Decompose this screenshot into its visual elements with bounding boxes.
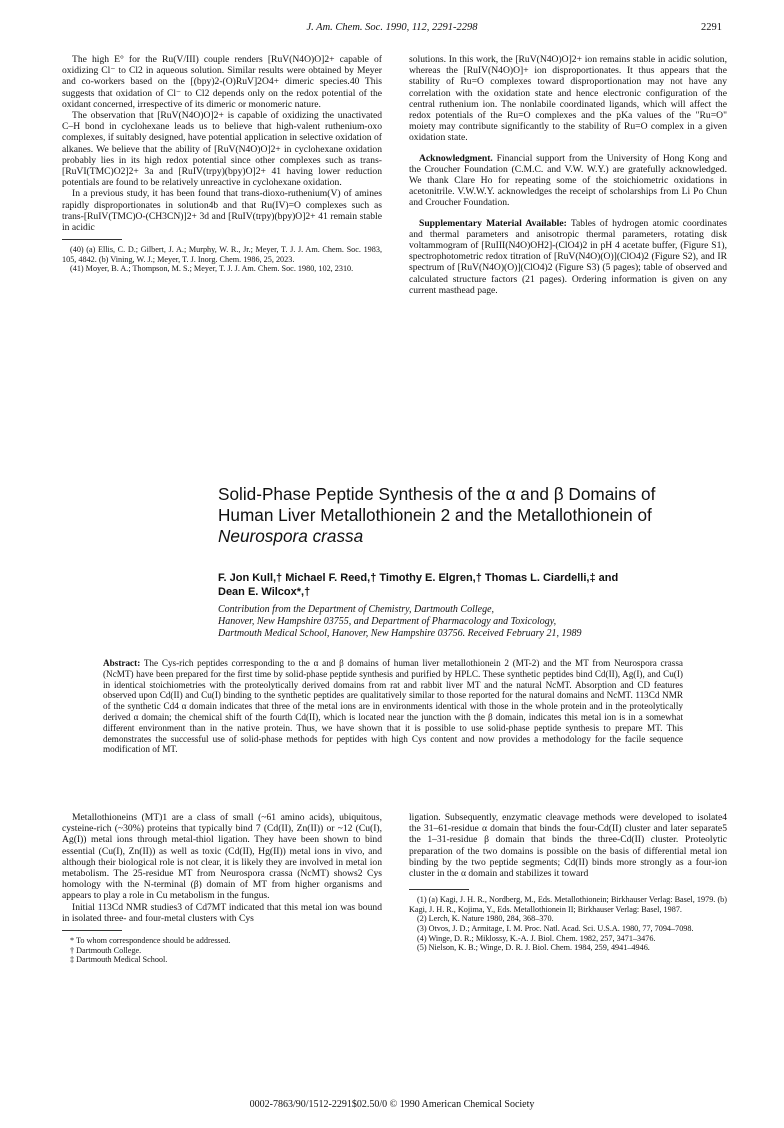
body-paragraph: ligation. Subsequently, enzymatic cleavage methods were developed to isolate4 the 31–61-residue α domain that binds the four-Cd(II) cluster and later separate5 the 1–31-residue β domain that binds the three-Cd(II) cluster. Proteolytic preparation of the two domains is possible on the basis of differential metal ion binding by the two peptide segments; Cd(II) binds more strongly as a four-ion cluster in the α domain and stabilizes it toward	[409, 812, 727, 880]
abstract-text: The Cys-rich peptides corresponding to the α and β domains of human liver metallothionein 2 (MT-2) and the MT from Neurospora crassa (NcMT) have been prepared for the first time by solid-phase peptide synthesis and purified by HPLC. These synthetic peptides bind Cd(II), Ag(I), and Cu(I) in identical stoichiometries with the proteolytically derived domains from rat and rabbit liver MT and the natural NcMT. Absorption and CD features observed upon Cd(II) and Cu(I) binding to the synthetic peptides are qualitatively similar to those reported for the natural domains and NcMT. 113Cd NMR of the synthetic Cd4 α domain indicates that three of the metal ions are in environments identical with those in the whole protein and in the proteolytically derived α domain; the chemical shift of the fourth Cd(II), which is located near the junction with the β domain, indicates this metal ion is in a somewhat different environment than in the native protein. Thus, we have shown that it is possible to use solid-phase peptide synthesis to prepare MT. This demonstrates the successful use of solid-phase methods for peptides with high Cys content and now provides a methodology for the facile sequence modification of MT.	[103, 658, 683, 755]
footnotes	[62, 936, 382, 965]
footnote: (2) Lerch, K. Nature 1980, 284, 368–370.	[417, 914, 554, 924]
footnote: (1) (a) Kagi, J. H. R., Nordberg, M., Eds. Metallothionein; Birkhauser Verlag: Basel, 1979. (b) Kagi, J. H. R., Kojima, Y., Eds. Metallothionein II; Birkhauser Verlag: Basel, 1987.	[409, 895, 727, 914]
title-line: Neurospora crassa	[218, 526, 364, 546]
running-header	[62, 22, 722, 38]
body-paragraph: Metallothioneins (MT)1 are a class of small (~61 amino acids), ubiquitous, cysteine-rich (~30%) proteins that typically bind 7 (Cd(II), Zn(II)) or ~12 (Cu(I), Ag(I)) metal ions through metal-thiol ligation. They have been shown to bind essential (Cu(I), Zn(II)) as well as toxic (Cd(II), Hg(II)) metal ions in vivo, and although their biological role is not clear, it is likely they are involved in metal ion metabolism. The 25-residue MT from Neurospora crassa (NcMT) shows2 Cys homology with the N-terminal (β) domain of MT from higher organisms and appears to play a role in Cu metabolism in the fungus.	[62, 812, 382, 902]
supplementary-text: Tables of hydrogen atomic coordinates and thermal parameters and anisotropic thermal parameters, rotating disk voltammogram of [RuIII(N4O)OH2]-(ClO4)2 in pH 4 acetate buffer, (Figure S1), spectrophotometric redox titration of [RuV(N4O)(O)](ClO4)2 (Figure S2), and IR spectrum of [RuV(N4O)(O)](ClO4)2 (Figure S3) (5 pages); table of observed and calculated structure factors (21 pages). Ordering information is given on any current masthead page.	[409, 217, 727, 296]
body-paragraph: Initial 113Cd NMR studies3 of Cd7MT indicated that this metal ion was bound in isolated three- and four-metal clusters with Cys	[62, 901, 382, 924]
affiliation-line: Contribution from the Department of Chemistry, Dartmouth College,	[218, 604, 495, 615]
footnotes	[62, 245, 382, 274]
footnote: (40) (a) Ellis, C. D.; Gilbert, J. A.; Murphy, W. R., Jr.; Meyer, T. J. J. Am. Chem. Soc. 1983, 105, 4842. (b) Vining, W. J.; Meyer, T. J. Inorg. Chem. 1986, 25, 2023.	[62, 245, 382, 264]
abstract-heading: Abstract:	[103, 658, 141, 668]
page-number: 2291	[701, 22, 722, 33]
footnote: (3) Otvos, J. D.; Armitage, I. M. Proc. Natl. Acad. Sci. U.S.A. 1980, 77, 7094–7098.	[417, 924, 694, 933]
author-list	[218, 571, 718, 599]
footnote: (41) Moyer, B. A.; Thompson, M. S.; Meyer, T. J. J. Am. Chem. Soc. 1980, 102, 2310.	[70, 264, 354, 274]
acknowledgment	[409, 153, 727, 209]
body-paragraph: The observation that [RuV(N4O)O]2+ is capable of oxidizing the unactivated C–H bond in cyclohexane leads us to believe that high-valent ruthenium-oxo complexes, if suitably designed, have potential application in selective oxidation of alkanes. We believe that the ability of [RuV(N4O)O]2+ in cyclohexane oxidation probably lies in its high redox potential since other complexes such as trans-[RuVI(TMC)O2]2+ 3a and [RuIV(trpy)(bpy)O]2+ 41 having lower reduction potentials are found to be relatively unreactive in cyclohexane oxidation.	[62, 110, 382, 189]
affiliation	[218, 604, 738, 640]
footnote: † Dartmouth College.	[70, 945, 142, 955]
affiliation-line: Hanover, New Hampshire 03755, and Department of Pharmacology and Toxicology,	[218, 616, 557, 627]
footnote-rule	[62, 930, 122, 931]
footnote: * To whom correspondence should be addressed.	[70, 936, 231, 946]
journal-citation: J. Am. Chem. Soc. 1990, 112, 2291-2298	[306, 22, 478, 33]
body-paragraph: solutions. In this work, the [RuV(N4O)O]2+ ion remains stable in acidic solution, whereas the [RuIV(N4O)O]+ ion disproportionates. It thus appears that the stability of Ru=O complexes toward disproportionation may not have any correlation with the oxidation state and hence electronic configuration of the central ruthenium ion. The nonlabile coordinated ligands, which will affect the redox potentials of the Ru=O complexes and the pKa values of the "Ru=O" moiety may contribute significantly to the stability of Ru=O complex in a given oxidation state.	[409, 54, 727, 144]
footnote: (5) Nielson, K. B.; Winge, D. R. J. Biol. Chem. 1984, 259, 4941–4946.	[417, 943, 650, 953]
affiliation-line: Dartmouth Medical School, Hanover, New Hampshire 03756. Received February 21, 1989	[218, 628, 582, 639]
body-paragraph: The high E° for the Ru(V/III) couple renders [RuV(N4O)O]2+ capable of oxidizing Cl⁻ to Cl2 in aqueous solution. Similar results were obtained by Meyer and co-workers based on the [(bpy)2-(O)RuV]2O4+ dimeric species.40 This suggests that oxidation of Cl⁻ to Cl2 depends only on the redox potential of the oxidant concerned, irrespective of its dimeric or monomeric nature.	[62, 54, 382, 110]
footnote: ‡ Dartmouth Medical School.	[70, 955, 168, 965]
supplementary-material	[409, 218, 727, 296]
authors-line: Dean E. Wilcox*,†	[218, 586, 311, 598]
title-line: Human Liver Metallothionein 2 and the Metallothionein of	[218, 505, 652, 525]
footnotes	[409, 895, 727, 953]
prev-article-left-column	[62, 54, 382, 274]
supplementary-heading: Supplementary Material Available:	[419, 217, 567, 229]
abstract	[103, 658, 683, 755]
body-paragraph: In a previous study, it has been found that trans-dioxo-ruthenium(V) of amines rapidly disproportionates in solution4b and that Ru(IV)=O complexes such as trans-[RuIV(TMC)O-(CH3CN)]2+ 3d and [RuIV(trpy)(bpy)O]2+ 41 remain stable in acidic	[62, 188, 382, 234]
acknowledgment-heading: Acknowledgment.	[419, 152, 493, 164]
footnote-rule	[62, 239, 122, 240]
prev-article-right-column	[409, 54, 727, 296]
body-right-column	[409, 812, 727, 953]
footnote-rule	[409, 889, 469, 890]
copyright-footer: 0002-7863/90/1512-2291$02.50/0 © 1990 American Chemical Society	[249, 1099, 535, 1110]
body-left-column	[62, 812, 382, 965]
footnote: (4) Winge, D. R.; Miklossy, K.-A. J. Biol. Chem. 1982, 257, 3471–3476.	[417, 933, 656, 943]
acknowledgment-text: Financial support from the University of Hong Kong and the Croucher Foundation (C.M.C. and V.W. W.Y.) are gratefully acknowledged. We thank Clare Ho for repeating some of the stoichiometric oxidations in acetonitrile. V.W.W.Y. acknowledges the receipt of scholarships from Li Po Chun and Croucher Foundation.	[409, 152, 727, 209]
authors-line: F. Jon Kull,† Michael F. Reed,† Timothy E. Elgren,† Thomas L. Ciardelli,‡ and	[218, 572, 619, 584]
title-line: Solid-Phase Peptide Synthesis of the α and β Domains of	[218, 484, 656, 504]
article-title	[218, 484, 718, 547]
